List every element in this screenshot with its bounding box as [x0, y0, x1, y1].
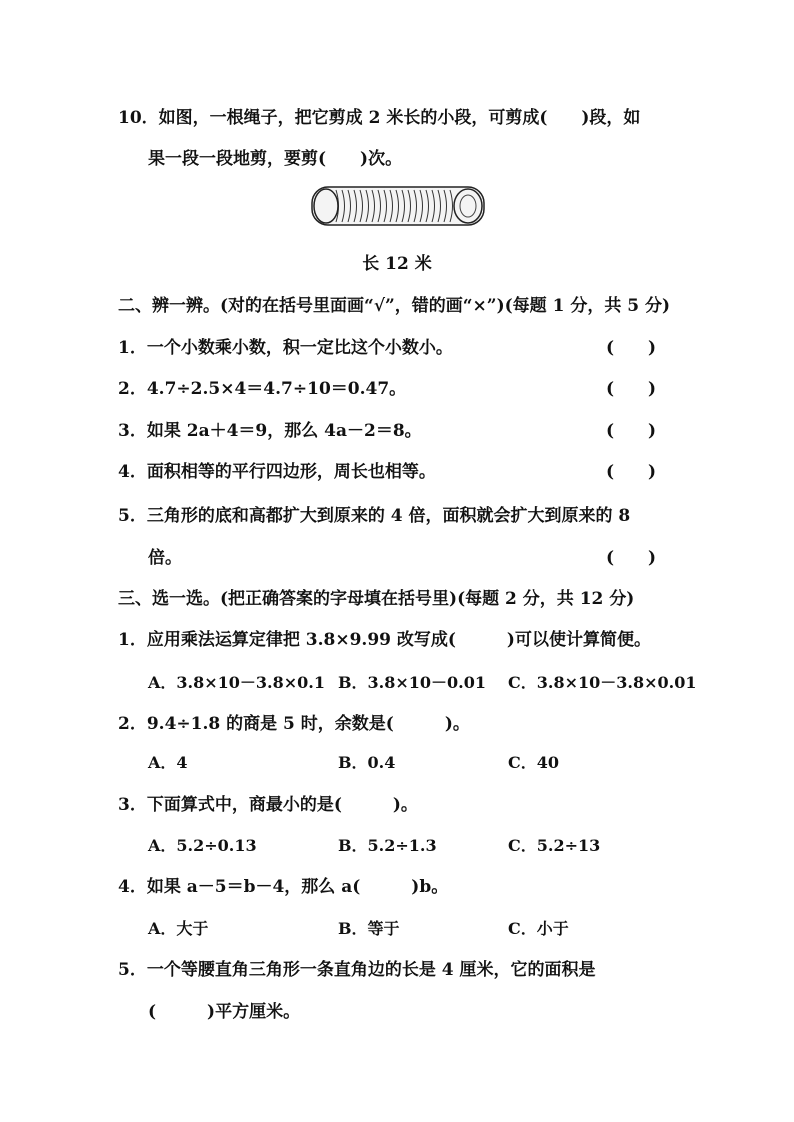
s2-item4: 4．面积相等的平行四边形，周长也相等。: [118, 462, 436, 482]
s3-q3-option-a[interactable]: A．5.2÷0.13: [148, 836, 257, 855]
s2-item4-answer[interactable]: ( ): [606, 462, 657, 482]
s2-item5-answer[interactable]: ( ): [606, 548, 657, 568]
s3-q2: 2．9.4÷1.8 的商是 5 时，余数是( )。: [118, 714, 470, 734]
s3-q4-option-c[interactable]: C．小于: [508, 919, 569, 938]
s3-q4: 4．如果 a－5＝b－4，那么 a( )b。: [118, 877, 449, 897]
s3-q2-option-b[interactable]: B．0.4: [338, 753, 396, 772]
s2-item5-cont: 倍。: [148, 548, 182, 568]
s2-item3-answer[interactable]: ( ): [606, 421, 657, 441]
s3-q5: 5．一个等腰直角三角形一条直角边的长是 4 厘米，它的面积是: [118, 960, 596, 980]
section2-title: 二、辨一辨。(对的在括号里面画“√”，错的画“×”)(每题 1 分，共 5 分): [118, 296, 671, 316]
s2-item5: 5．三角形的底和高都扩大到原来的 4 倍，面积就会扩大到原来的 8: [118, 506, 631, 526]
s2-item3: 3．如果 2a＋4＝9，那么 4a－2＝8。: [118, 421, 422, 441]
s2-item1: 1．一个小数乘小数，积一定比这个小数小。: [118, 338, 453, 358]
s2-item2: 2．4.7÷2.5×4＝4.7÷10＝0.47。: [118, 379, 407, 399]
rope-caption: 长 12 米: [362, 254, 432, 274]
s3-q3: 3．下面算式中，商最小的是( )。: [118, 795, 418, 815]
s3-q1: 1．应用乘法运算定律把 3.8×9.99 改写成( )可以使计算简便。: [118, 630, 651, 650]
s3-q4-option-b[interactable]: B．等于: [338, 919, 400, 938]
q10-line2: 果一段一段地剪，要剪( )次。: [148, 149, 403, 169]
section3-title: 三、选一选。(把正确答案的字母填在括号里)(每题 2 分，共 12 分): [118, 589, 635, 609]
s3-q1-option-b[interactable]: B．3.8×10－0.01: [338, 673, 487, 692]
s2-item2-answer[interactable]: ( ): [606, 379, 657, 399]
s3-q3-option-c[interactable]: C．5.2÷13: [508, 836, 601, 855]
s3-q1-option-a[interactable]: A．3.8×10－3.8×0.1: [148, 673, 326, 692]
s3-q2-option-a[interactable]: A．4: [148, 753, 188, 772]
s2-item1-answer[interactable]: ( ): [606, 338, 657, 358]
s3-q4-option-a[interactable]: A．大于: [148, 919, 209, 938]
s3-q3-option-b[interactable]: B．5.2÷1.3: [338, 836, 437, 855]
q10-line1: 10．如图，一根绳子，把它剪成 2 米长的小段，可剪成( )段，如: [118, 108, 641, 128]
rope-illustration: [308, 183, 488, 229]
s3-q2-option-c[interactable]: C．40: [508, 753, 560, 772]
s3-q1-option-c[interactable]: C．3.8×10－3.8×0.01: [508, 673, 697, 692]
s3-q5-cont: ( )平方厘米。: [148, 1002, 301, 1022]
